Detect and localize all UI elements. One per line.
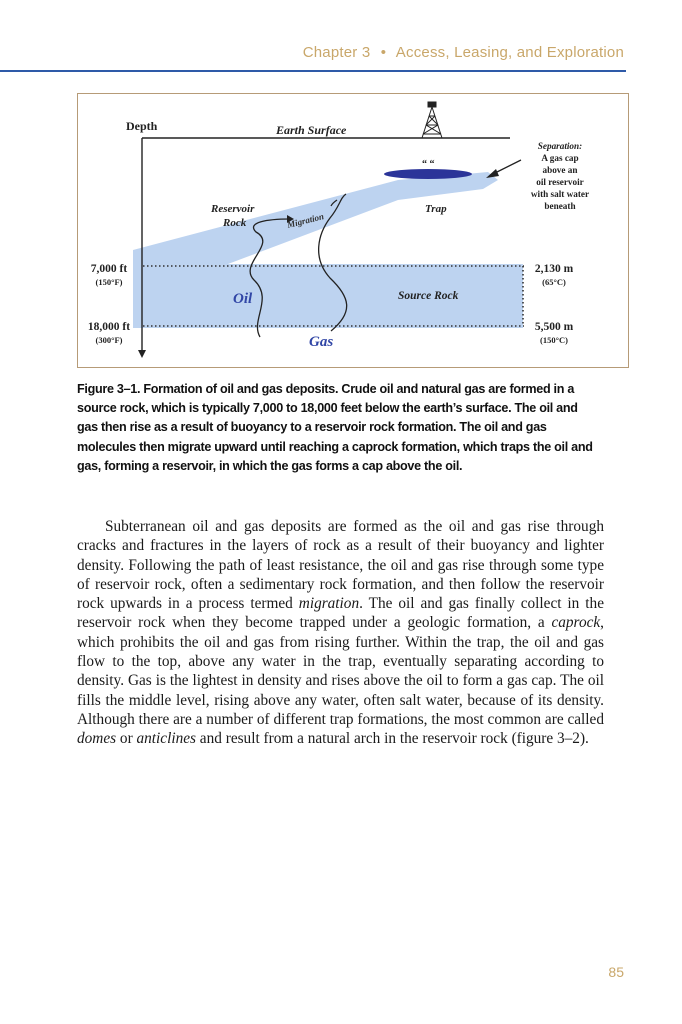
depth-top-f: (150°F) xyxy=(95,277,123,287)
depth-bottom-m: 5,500 m xyxy=(534,321,574,333)
header-separator: • xyxy=(380,44,387,61)
depth-top-c: (65°C) xyxy=(542,277,566,287)
svg-text:Separation:: Separation: xyxy=(537,141,583,151)
depth-top-ft: 7,000 ft xyxy=(90,263,128,275)
body-paragraph: Subterranean oil and gas deposits are formed as the oil and gas rise through cracks and fractures in the layers of rock as a result of their buoyancy and lighter density. Following the path of least resistance, the oil and gas rise through some type of reservoir rock, often a sedimentary rock formation, and then follow the reservoir rock upwards in a process termed migration. The oil and gas finally collect in the reservoir rock when they become trapped under a geologic formation, a caprock, which prohibits the oil and gas from rising further. Within the trap, the oil and gas flow to the top, above any water in the trap, eventually separating according to density. Gas is the lightest in density and rises above the oil to form a gas cap. The oil fills the middle level, rising above any water, often salt water, because of its density. Although there are a number of different trap formations, the most common are called domes or anticlines and result from a natural arch in the reservoir rock (figure 3–2). xyxy=(77,518,604,748)
depth-bottom-ft: 18,000 ft xyxy=(87,321,131,333)
svg-text:A gas cap: A gas cap xyxy=(541,153,579,163)
depth-label: Depth xyxy=(126,119,158,133)
svg-text:with salt water: with salt water xyxy=(530,189,590,199)
gas-label: Gas xyxy=(309,334,334,350)
depth-bottom-c: (150°C) xyxy=(540,335,568,345)
reservoir-label-line1: Reservoir xyxy=(211,203,255,215)
figure-caption: Figure 3–1. Formation of oil and gas deposits. Crude oil and natural gas are formed in a source rock, which is typically 7,000 to 18,000 feet below the earth’s surface. The oil and gas then rise as a result of buoyancy to a reservoir rock formation. The oil and gas molecules then migrate upward until reaching a caprock formation, which traps the oil and gas, forming a reservoir, in which the gas forms a cap above the oil. xyxy=(77,382,593,473)
depth-arrow-icon xyxy=(138,350,146,358)
oil-derrick-icon xyxy=(422,102,442,138)
earth-surface-label: Earth Surface xyxy=(276,123,347,137)
svg-text:beneath: beneath xyxy=(544,201,576,211)
chapter-title: Access, Leasing, and Exploration xyxy=(395,44,624,61)
quote-marks: “ “ xyxy=(422,159,435,170)
term-migration: migration xyxy=(298,595,360,613)
depth-bottom-f: (300°F) xyxy=(95,335,123,345)
page-number: 85 xyxy=(608,964,624,980)
term-domes: domes xyxy=(77,730,117,748)
depth-top-m: 2,130 m xyxy=(534,263,574,275)
source-rock-layer xyxy=(133,264,523,328)
migration-label: Migration xyxy=(286,211,325,230)
running-header xyxy=(303,44,624,61)
svg-text:above an: above an xyxy=(542,165,578,175)
oil-gas-formation-diagram xyxy=(78,94,630,369)
separation-note xyxy=(531,141,589,211)
term-caprock: caprock xyxy=(551,614,601,632)
header-rule xyxy=(0,70,626,72)
trap-label: Trap xyxy=(425,203,447,215)
term-anticlines: anticlines xyxy=(136,730,196,748)
svg-text:oil reservoir: oil reservoir xyxy=(536,177,584,187)
reservoir-label-line2: Rock xyxy=(223,217,247,229)
gas-cap xyxy=(384,169,472,179)
source-rock-label: Source Rock xyxy=(398,290,459,302)
oil-label: Oil xyxy=(233,291,253,307)
chapter-label: Chapter 3 xyxy=(302,44,371,61)
figure-3-1 xyxy=(77,93,629,368)
